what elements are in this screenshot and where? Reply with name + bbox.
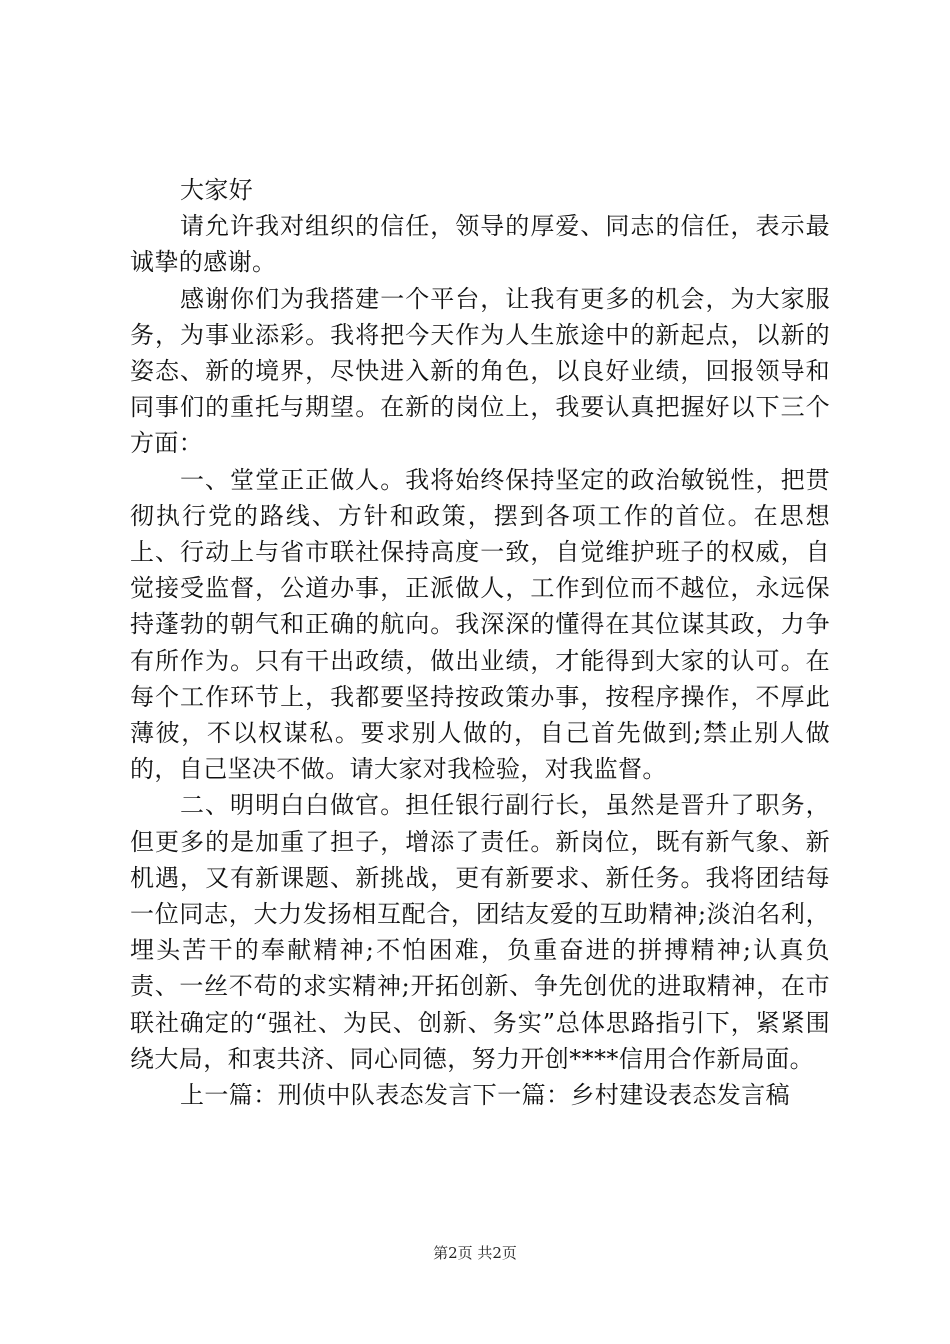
point-one-paragraph: 一、堂堂正正做人。我将始终保持坚定的政治敏锐性，把贯彻执行党的路线、方针和政策，摆到各项工作的首位。在思想上、行动上与省市联社保持高度一致，自觉维护班子的权威，自觉接受监督，公道办事，正派做人，工作到位而不越位，永远保持蓬勃的朝气和正确的航向。我深深的懂得在其位谋其政，力争有所作为。只有干出政绩，做出业绩，才能得到大家的认可。在每个工作环节上，我都要坚持按政策办事，按程序操作，不厚此薄彼，不以权谋私。要求别人做的，自己首先做到;禁止别人做的，自己坚决不做。请大家对我检验，对我监督。: [130, 465, 830, 784]
prev-next-links[interactable]: 上一篇：刑侦中队表态发言下一篇：乡村建设表态发言稿: [180, 1081, 790, 1110]
point-two-paragraph: 二、明明白白做官。担任银行副行长，虽然是晋升了职务，但更多的是加重了担子，增添了责任。新岗位，既有新气象、新机遇，又有新课题、新挑战，更有新要求、新任务。我将团结每一位同志，大力发扬相互配合，团结友爱的互助精神;淡泊名利，埋头苦干的奉献精神;不怕困难，负重奋进的拼搏精神;认真负责、一丝不苟的求实精神;开拓创新、争先创优的进取精神，在市联社确定的“强社、为民、创新、务实”总体思路指引下，紧紧围绕大局，和衷共济、同心同德，努力开创****信用合作新局面。: [130, 791, 830, 1073]
greeting-paragraph: 大家好: [180, 176, 254, 204]
intro-paragraph: 感谢你们为我搭建一个平台，让我有更多的机会，为大家服务，为事业添彩。我将把今天作为人生旅途中的新起点，以新的姿态、新的境界，尽快进入新的角色，以良好业绩，回报领导和同事们的重托与期望。在新的岗位上，我要认真把握好以下三个方面：: [130, 284, 830, 458]
page-number: 第2页 共2页: [433, 1244, 517, 1262]
thanks-paragraph: 请允许我对组织的信任，领导的厚爱、同志的信任，表示最诚挚的感谢。: [130, 212, 830, 277]
document-body: [130, 172, 830, 1113]
